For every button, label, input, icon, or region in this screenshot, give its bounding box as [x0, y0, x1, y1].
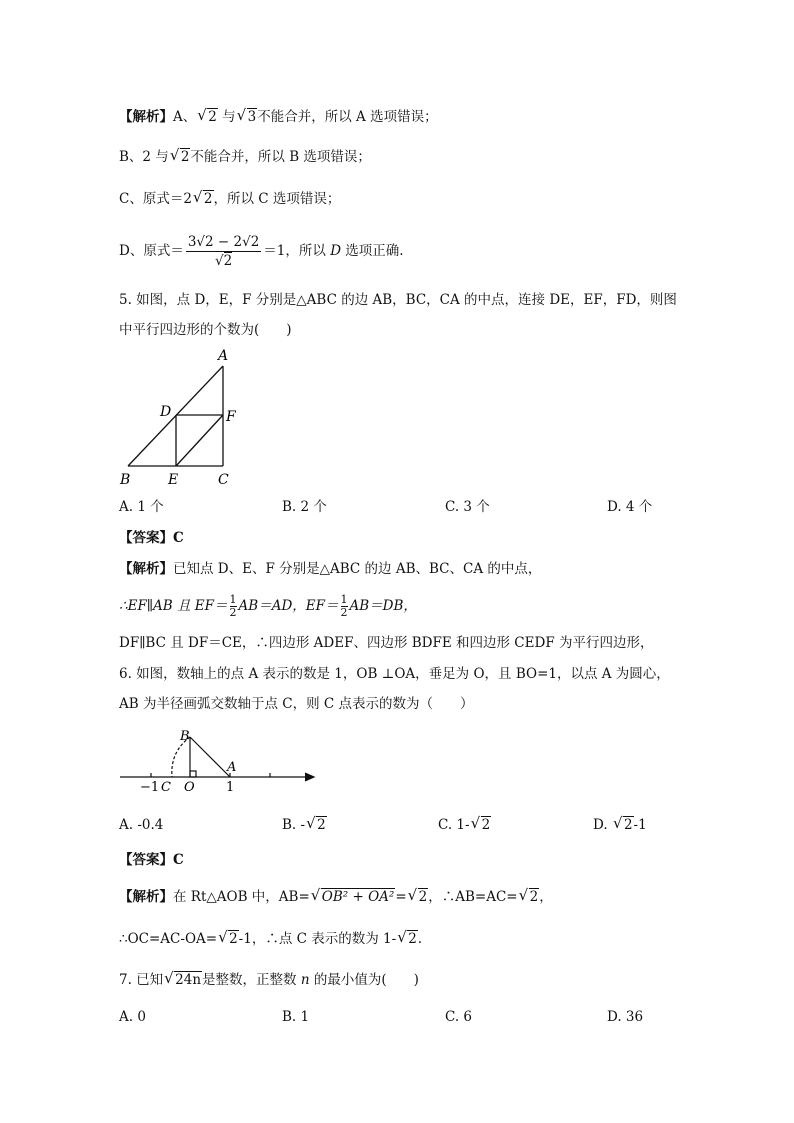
label-a: A [218, 348, 229, 364]
label-a: A [227, 760, 237, 775]
q6-number-line-figure [115, 722, 325, 794]
sqrt: √ 2 [194, 189, 214, 209]
label-neg1: −1 [140, 780, 160, 794]
q7-option-d: D. 36 [607, 1009, 644, 1025]
q5-option-a: A. 1 个 [119, 499, 164, 515]
label-e: E [168, 472, 179, 488]
label-b: B [180, 729, 190, 744]
sqrt: √ 2 [520, 887, 540, 907]
q5-answer: 【答案】C [119, 530, 184, 546]
q6-option-b: B. -√ 2 [282, 815, 327, 835]
fraction: $\frac{1}{2}$ [229, 593, 237, 619]
label-o: O [184, 780, 195, 794]
q6-option-a: A. -0.4 [119, 817, 164, 833]
q5-option-b: B. 2 个 [282, 499, 327, 515]
label-c: C [218, 472, 229, 488]
q7-stem: 7. 已知√ 24n是整数，正整数 n 的最小值为( ) [119, 970, 419, 990]
q6-stem-line1: 6. 如图，数轴上的点 A 表示的数是 1，OB ⊥OA，垂足为 O，且 BO=1，以点 A 为圆心， [119, 666, 670, 682]
q5-solution-1: 【解析】已知点 D、E、F 分别是△ABC 的边 AB、BC、CA 的中点， [119, 561, 542, 577]
sqrt: √ OB² + OA² [312, 887, 396, 907]
q4-solution-b: B、2 与√ 2不能合并，所以 B 选项错误； [119, 147, 371, 167]
sqrt: √ 24n [165, 970, 202, 990]
q6-option-c: C. 1-√ 2 [438, 815, 491, 835]
label-f: F [226, 409, 236, 425]
fraction: $\frac{3√2 - 2√2}{√2}$ [187, 234, 260, 269]
label-d: D [160, 404, 172, 420]
q6-stem-line2: AB 为半径画弧交数轴于点 C，则 C 点表示的数为（ ） [119, 696, 474, 712]
q4-solution-a: 【解析】A、√ 2 与√ 3不能合并，所以 A 选项错误； [119, 107, 438, 127]
q7-option-c: C. 6 [445, 1009, 473, 1025]
q7-option-b: B. 1 [282, 1009, 310, 1025]
q4-solution-d: D、原式＝ $\frac{3√2 - 2√2}{√2}$ ＝1，所以 D 选项正确. [119, 234, 404, 269]
q5-stem-line1: 5. 如图，点 D，E，F 分别是△ABC 的边 AB，BC，CA 的中点，连接 DE，EF，FD，则图 [119, 292, 677, 308]
sqrt: √ 2 [198, 107, 218, 127]
q5-triangle-figure [115, 343, 265, 491]
q5-solution-3: DF∥BC 且 DF＝CE，∴四边形 ADEF、四边形 BDFE 和四边形 CEDF 为平行四边形， [119, 635, 654, 651]
sqrt: √ 2 [171, 147, 191, 167]
q7-option-a: A. 0 [119, 1009, 146, 1025]
q6-answer: 【答案】C [119, 852, 184, 868]
solution-tag: 【解析】 [119, 109, 173, 125]
label-c: C [161, 780, 171, 794]
label-one: 1 [226, 780, 235, 794]
sqrt: √ 3 [238, 107, 258, 127]
fraction: $\frac{1}{2}$ [340, 593, 348, 619]
q5-solution-2: ∴EF∥AB 且 EF＝ $\frac{1}{2}$ AB＝AD，EF＝ $\frac{1}{2}$ AB＝DB， [119, 593, 417, 619]
sqrt: √ 2 [409, 887, 429, 907]
q4-solution-c: C、原式＝2√ 2，所以 C 选项错误； [119, 189, 340, 209]
q6-solution-1: 【解析】在 Rt△AOB 中，AB=√ OB² + OA²=√ 2，∴AB=AC=√ 2， [119, 887, 553, 907]
q6-solution-2: ∴OC=AC-OA=√ 2-1，∴点 C 表示的数为 1-√ 2. [119, 929, 422, 949]
sqrt: √ 2 [398, 929, 418, 949]
q5-option-d: D. 4 个 [607, 499, 653, 515]
sqrt: √ 2 [219, 929, 239, 949]
q5-stem-line2: 中平行四边形的个数为( ) [119, 322, 292, 338]
q6-option-d: D. √ 2-1 [593, 815, 647, 835]
q5-option-c: C. 3 个 [445, 499, 490, 515]
label-b: B [120, 472, 131, 488]
